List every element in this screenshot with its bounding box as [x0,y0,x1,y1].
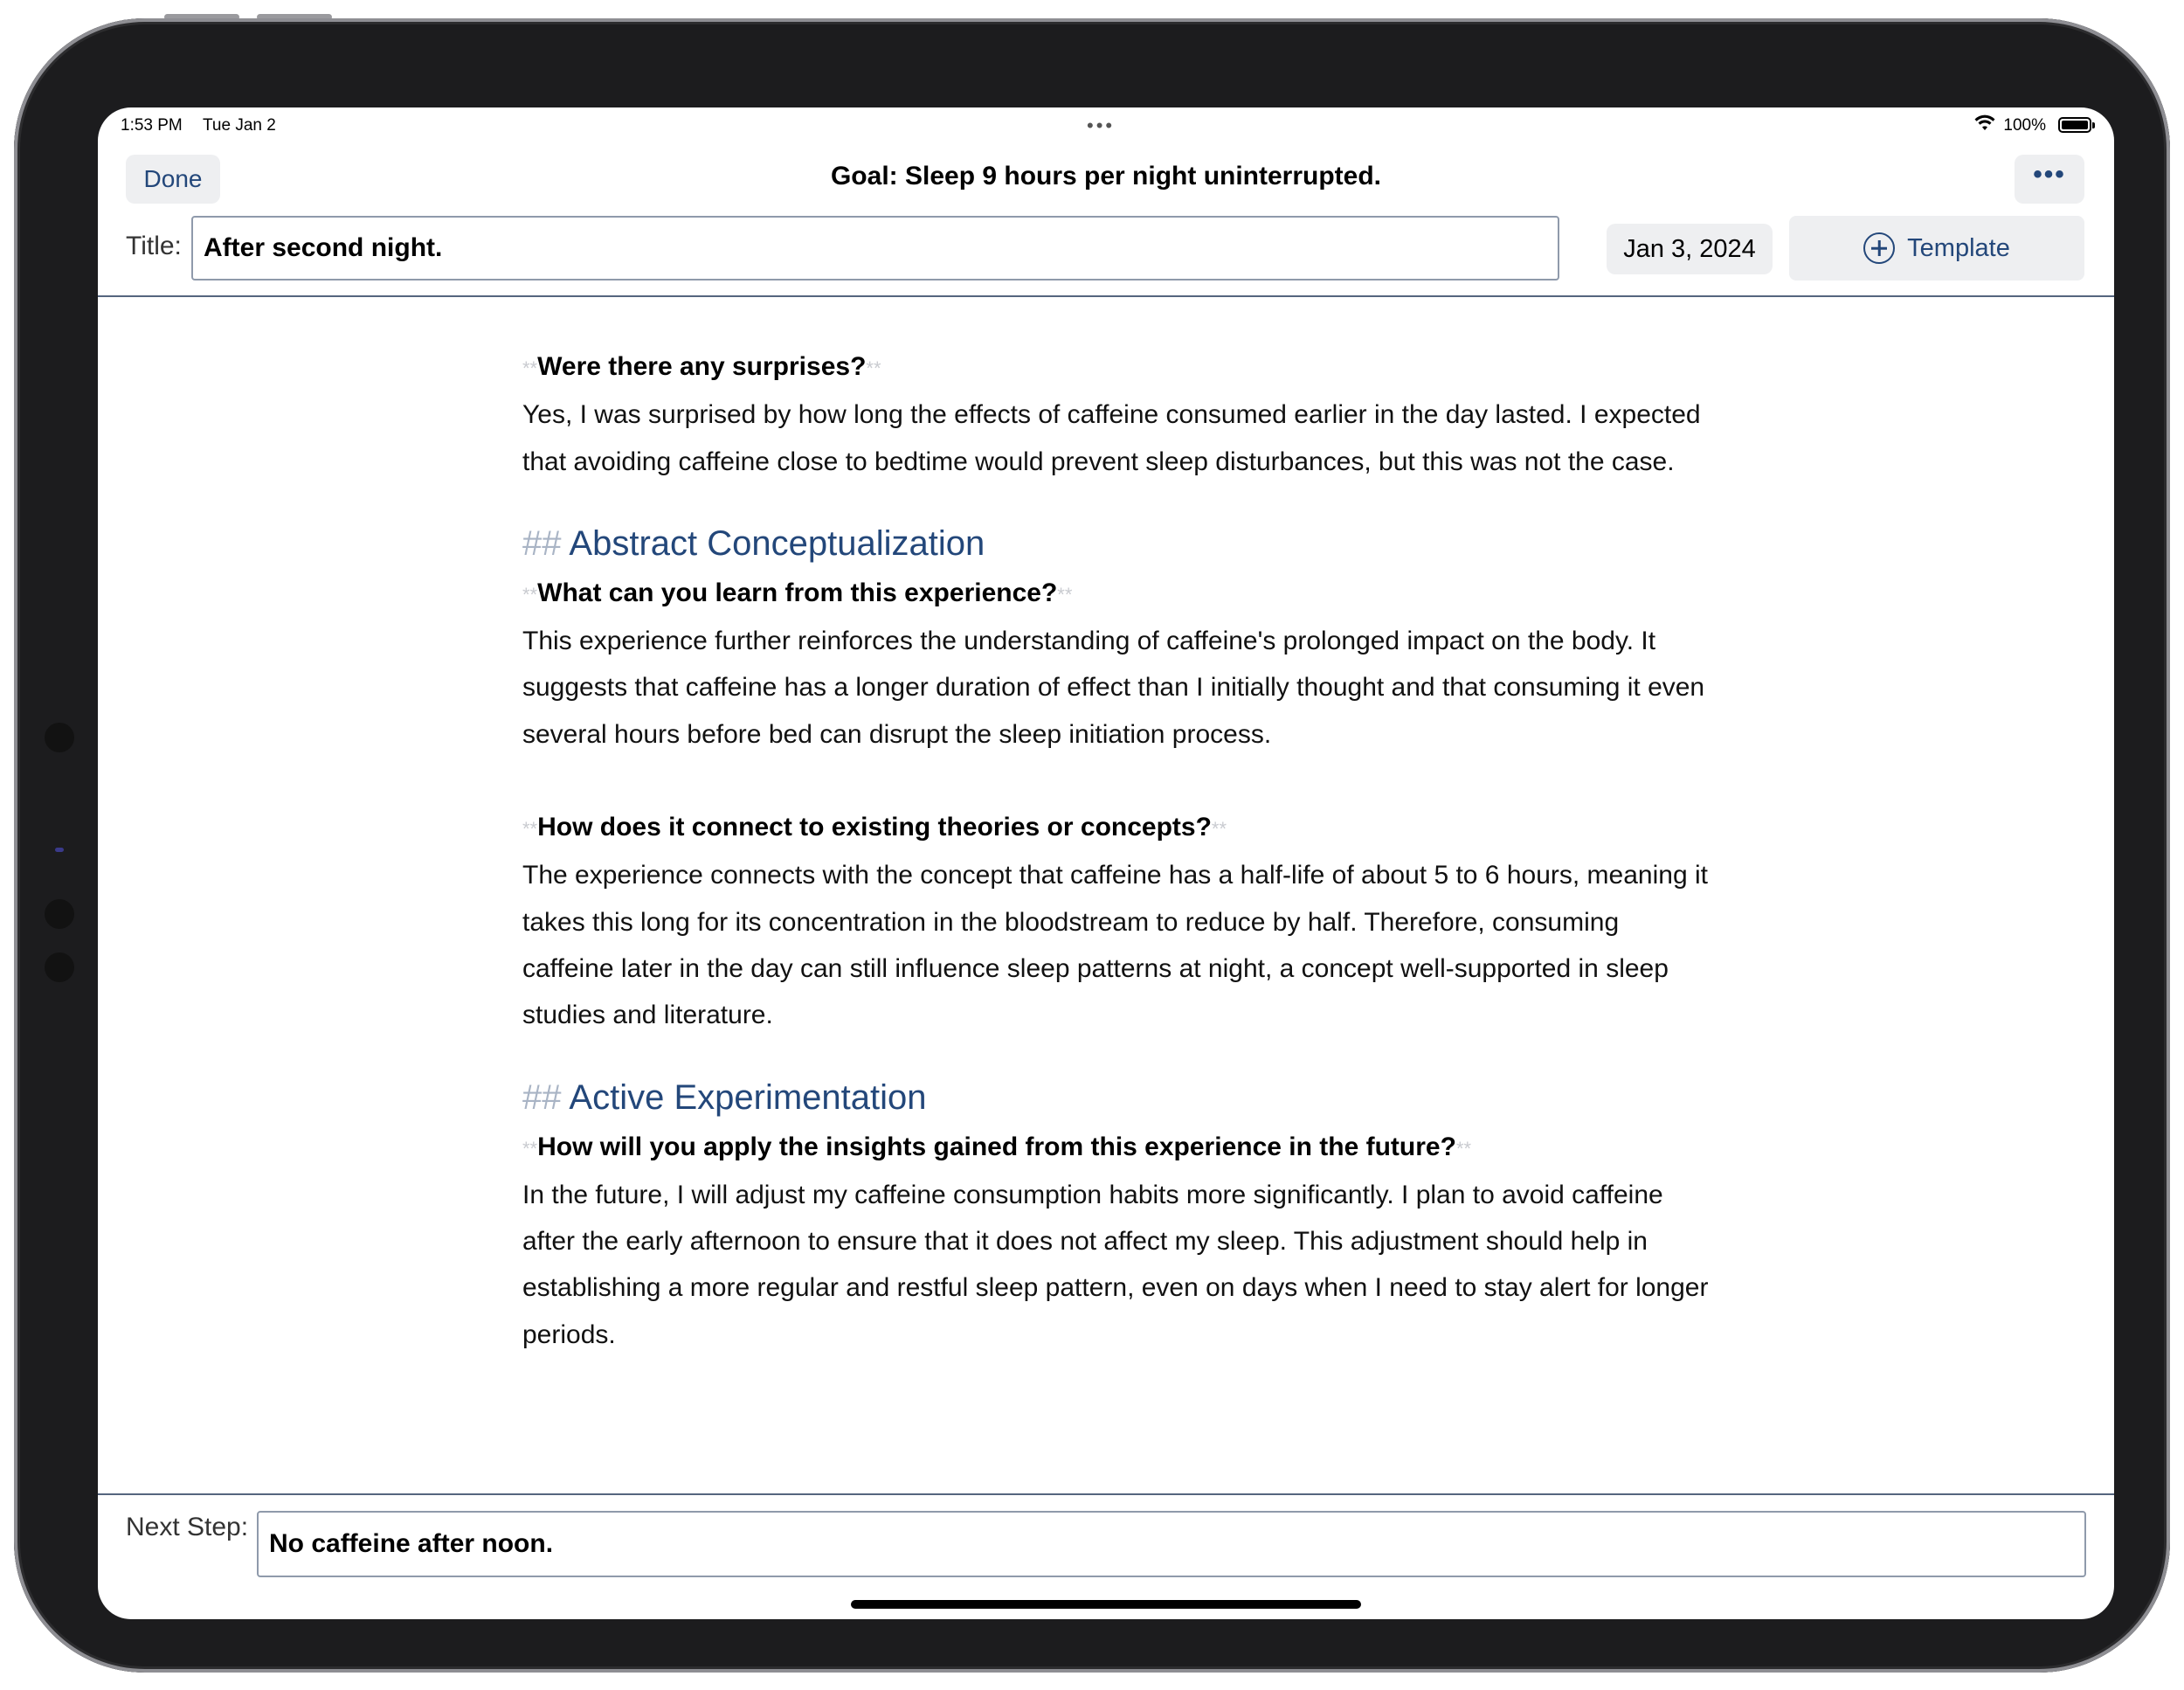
bold-marker: ** [1057,583,1073,606]
bold-marker: ** [522,1137,538,1160]
journal-editor[interactable] [522,343,1711,1358]
question-connect [522,804,1711,852]
status-bar [98,114,2114,141]
sensor-dot [45,952,74,982]
date-picker-button[interactable]: Jan 3, 2024 [1607,224,1773,274]
bold-marker: ** [522,583,538,606]
bold-marker: ** [522,357,538,379]
status-date: Tue Jan 2 [203,116,276,135]
header-divider [98,295,2114,297]
blank-line [522,758,1711,804]
sensor-dot [45,723,74,752]
title-label: Title: [126,232,182,260]
template-button[interactable] [1789,216,2084,281]
camera-indicator [55,848,64,852]
heading-text: Abstract Conceptualization [569,523,985,563]
next-step-input[interactable] [257,1511,2086,1577]
answer-surprises: Yes, I was surprised by how long the effects of caffeine consumed earlier in the day lasted. I expected that avoiding caffeine close to bedtime would prevent sleep disturbances, but this was not the case. [522,400,1701,476]
status-time: 1:53 PM [121,116,183,135]
battery-icon [2058,117,2091,133]
next-step-label: Next Step: [126,1513,249,1541]
question-learn [522,570,1711,618]
multitasking-dots-icon[interactable]: ••• [1087,114,1116,136]
bold-marker: ** [866,357,881,379]
heading-marker: ## [522,1077,562,1117]
plus-circle-icon [1863,232,1895,264]
question-text: How will you apply the insights gained from this experience in the future? [537,1132,1456,1161]
wifi-icon [1974,114,1995,137]
ipad-frame [14,18,2170,1673]
heading-marker: ## [522,523,562,563]
heading-abstract-conceptualization [522,517,1711,570]
question-apply [522,1124,1711,1172]
answer-apply: In the future, I will adjust my caffeine consumption habits more significantly. I plan to avoid caffeine after the early afternoon to ensure that it does not affect my sleep. This adjustment should help in establishing a more regular and restful sleep pattern, even on days when I need to stay alert for longer periods. [522,1180,1709,1349]
goal-title: Goal: Sleep 9 hours per night uninterrupted. [830,162,1382,190]
heading-active-experimentation [522,1071,1711,1124]
heading-text: Active Experimentation [569,1077,927,1117]
done-button[interactable]: Done [126,155,220,204]
question-text: How does it connect to existing theories or concepts? [537,813,1212,842]
title-input[interactable] [191,216,1559,281]
question-surprises [522,343,1711,391]
bold-marker: ** [1211,818,1227,841]
screen [98,107,2114,1619]
question-text: Were there any surprises? [537,352,867,381]
answer-learn: This experience further reinforces the understanding of caffeine's prolonged impact on the body. It suggests that caffeine has a longer duration of effect than I initially thought and that consuming it even several hours before bed can disrupt the sleep initiation process. [522,627,1705,749]
more-options-button[interactable]: ••• [2015,155,2084,204]
template-label: Template [1907,233,2010,262]
bold-marker: ** [522,818,538,841]
home-indicator[interactable] [851,1600,1361,1609]
bold-marker: ** [1455,1137,1472,1160]
camera-icon [45,899,74,929]
question-text: What can you learn from this experience? [537,578,1058,607]
battery-percent: 100% [2003,116,2046,135]
footer-divider [98,1493,2114,1495]
answer-connect: The experience connects with the concept that caffeine has a half-life of about 5 to 6 hours, meaning it takes this long for its concentration in the bloodstream to reduce by half. Therefore, consuming caffeine later in the day can still influence sleep patterns at night, a concept well-supported in sleep studies and literature. [522,861,1708,1030]
